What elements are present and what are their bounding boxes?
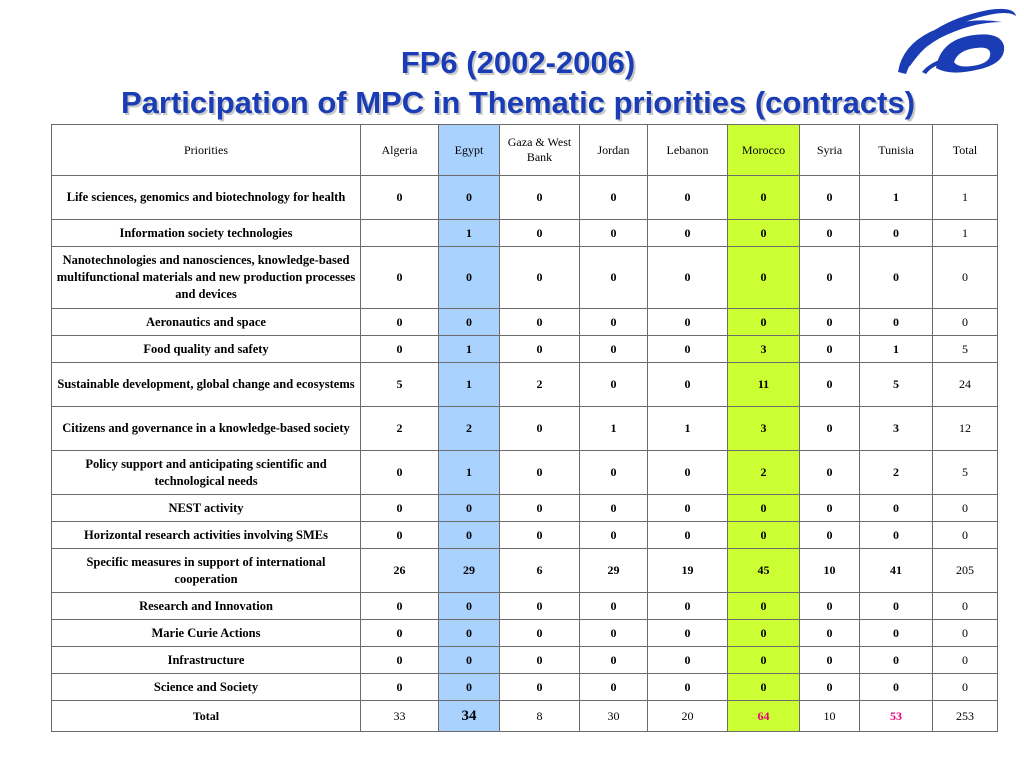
- value-cell: 0: [648, 220, 728, 247]
- value-cell: 3: [860, 407, 933, 451]
- value-cell: 0: [648, 363, 728, 407]
- value-cell: 30: [580, 701, 648, 732]
- value-cell: 0: [800, 451, 860, 495]
- value-cell: 0: [728, 647, 800, 674]
- table-row: [52, 522, 998, 549]
- value-cell: 0: [500, 495, 580, 522]
- value-cell: 0: [439, 522, 500, 549]
- value-cell: 3: [728, 407, 800, 451]
- value-cell: 0: [500, 309, 580, 336]
- value-cell: 0: [580, 522, 648, 549]
- value-cell: 205: [933, 549, 998, 593]
- value-cell: 0: [860, 309, 933, 336]
- value-cell: 0: [500, 407, 580, 451]
- value-cell: 0: [439, 647, 500, 674]
- value-cell: 10: [800, 701, 860, 732]
- value-cell: 0: [800, 363, 860, 407]
- value-cell: 0: [648, 647, 728, 674]
- value-cell: 0: [728, 220, 800, 247]
- value-cell: 19: [648, 549, 728, 593]
- table-row: [52, 407, 998, 451]
- value-cell: 0: [800, 620, 860, 647]
- value-cell: 0: [580, 247, 648, 309]
- page-title-line1: FP6 (2002-2006): [400, 45, 636, 80]
- table-row: [52, 309, 998, 336]
- value-cell: 0: [800, 247, 860, 309]
- value-cell: 24: [933, 363, 998, 407]
- value-cell: 2: [860, 451, 933, 495]
- value-cell: 2: [500, 363, 580, 407]
- column-header-total: Total: [933, 125, 998, 176]
- value-cell: 0: [361, 620, 439, 647]
- priority-label: Infrastructure: [52, 647, 361, 674]
- priority-label: Life sciences, genomics and biotechnology for health: [52, 176, 361, 220]
- value-cell: 0: [361, 647, 439, 674]
- value-cell: 0: [728, 247, 800, 309]
- value-cell: 0: [500, 220, 580, 247]
- value-cell: [361, 220, 439, 247]
- value-cell: 0: [500, 647, 580, 674]
- value-cell: 0: [500, 620, 580, 647]
- value-cell: 1: [439, 220, 500, 247]
- value-cell: 53: [860, 701, 933, 732]
- value-cell: 0: [800, 407, 860, 451]
- value-cell: 2: [361, 407, 439, 451]
- value-cell: 0: [800, 176, 860, 220]
- value-cell: 0: [860, 522, 933, 549]
- value-cell: 0: [800, 593, 860, 620]
- value-cell: 0: [933, 309, 998, 336]
- value-cell: 29: [580, 549, 648, 593]
- priority-label: Information society technologies: [52, 220, 361, 247]
- value-cell: 0: [860, 495, 933, 522]
- value-cell: 0: [500, 176, 580, 220]
- value-cell: 0: [728, 593, 800, 620]
- column-header-priorities: Priorities: [52, 125, 361, 176]
- value-cell: 0: [933, 647, 998, 674]
- total-label: Total: [52, 701, 361, 732]
- value-cell: 0: [800, 336, 860, 363]
- value-cell: 11: [728, 363, 800, 407]
- priority-label: Horizontal research activities involving SMEs: [52, 522, 361, 549]
- value-cell: 0: [580, 451, 648, 495]
- value-cell: 0: [361, 522, 439, 549]
- value-cell: 34: [439, 701, 500, 732]
- table-row: [52, 363, 998, 407]
- value-cell: 1: [860, 336, 933, 363]
- value-cell: 64: [728, 701, 800, 732]
- value-cell: 12: [933, 407, 998, 451]
- value-cell: 0: [439, 247, 500, 309]
- value-cell: 0: [439, 309, 500, 336]
- value-cell: 0: [500, 336, 580, 363]
- value-cell: 0: [439, 620, 500, 647]
- priority-label: Aeronautics and space: [52, 309, 361, 336]
- value-cell: 0: [439, 674, 500, 701]
- value-cell: 0: [500, 593, 580, 620]
- table-header-row: [52, 125, 998, 176]
- value-cell: 0: [648, 336, 728, 363]
- column-header-tunisia: Tunisia: [860, 125, 933, 176]
- value-cell: 20: [648, 701, 728, 732]
- value-cell: 0: [580, 495, 648, 522]
- value-cell: 5: [933, 336, 998, 363]
- value-cell: 0: [361, 593, 439, 620]
- value-cell: 0: [648, 495, 728, 522]
- priority-label: Nanotechnologies and nanosciences, knowledge-based multifunctional materials and new production processes and devices: [52, 247, 361, 309]
- value-cell: 0: [361, 674, 439, 701]
- column-header-syria: Syria: [800, 125, 860, 176]
- value-cell: 0: [580, 336, 648, 363]
- value-cell: 0: [500, 451, 580, 495]
- value-cell: 0: [800, 220, 860, 247]
- value-cell: 29: [439, 549, 500, 593]
- value-cell: 0: [361, 495, 439, 522]
- priority-label: Citizens and governance in a knowledge-based society: [52, 407, 361, 451]
- value-cell: 0: [933, 674, 998, 701]
- value-cell: 0: [933, 620, 998, 647]
- value-cell: 41: [860, 549, 933, 593]
- value-cell: 0: [860, 220, 933, 247]
- column-header-gaza: Gaza & West Bank: [500, 125, 580, 176]
- value-cell: 0: [439, 593, 500, 620]
- column-header-morocco: Morocco: [728, 125, 800, 176]
- value-cell: 0: [728, 176, 800, 220]
- value-cell: 253: [933, 701, 998, 732]
- value-cell: 0: [580, 220, 648, 247]
- value-cell: 10: [800, 549, 860, 593]
- table-row: [52, 620, 998, 647]
- priority-label: Marie Curie Actions: [52, 620, 361, 647]
- value-cell: 0: [728, 495, 800, 522]
- table-row: [52, 451, 998, 495]
- value-cell: 0: [648, 309, 728, 336]
- value-cell: 0: [860, 593, 933, 620]
- value-cell: 0: [860, 647, 933, 674]
- value-cell: 33: [361, 701, 439, 732]
- value-cell: 0: [648, 176, 728, 220]
- priority-label: NEST activity: [52, 495, 361, 522]
- table-row: [52, 647, 998, 674]
- value-cell: 1: [439, 451, 500, 495]
- priority-label: Policy support and anticipating scientific and technological needs: [52, 451, 361, 495]
- value-cell: 5: [860, 363, 933, 407]
- value-cell: 3: [728, 336, 800, 363]
- value-cell: 1: [648, 407, 728, 451]
- value-cell: 0: [728, 674, 800, 701]
- value-cell: 5: [361, 363, 439, 407]
- table-row: [52, 593, 998, 620]
- column-header-lebanon: Lebanon: [648, 125, 728, 176]
- value-cell: 0: [580, 363, 648, 407]
- priority-label: Science and Society: [52, 674, 361, 701]
- table-row: [52, 247, 998, 309]
- value-cell: 26: [361, 549, 439, 593]
- value-cell: 0: [800, 522, 860, 549]
- value-cell: 5: [933, 451, 998, 495]
- value-cell: 8: [500, 701, 580, 732]
- value-cell: 0: [800, 647, 860, 674]
- value-cell: 0: [800, 674, 860, 701]
- value-cell: 0: [800, 309, 860, 336]
- column-header-algeria: Algeria: [361, 125, 439, 176]
- value-cell: 0: [439, 495, 500, 522]
- value-cell: 0: [800, 495, 860, 522]
- value-cell: 0: [648, 674, 728, 701]
- table-row: [52, 674, 998, 701]
- participation-table: [51, 124, 998, 732]
- priority-label: Specific measures in support of international cooperation: [52, 549, 361, 593]
- table-row: [52, 176, 998, 220]
- value-cell: 6: [500, 549, 580, 593]
- value-cell: 0: [728, 620, 800, 647]
- priority-label: Food quality and safety: [52, 336, 361, 363]
- value-cell: 0: [580, 309, 648, 336]
- value-cell: 0: [728, 522, 800, 549]
- value-cell: 1: [439, 363, 500, 407]
- value-cell: 0: [439, 176, 500, 220]
- value-cell: 0: [728, 309, 800, 336]
- value-cell: 0: [933, 247, 998, 309]
- value-cell: 0: [580, 176, 648, 220]
- value-cell: 0: [648, 593, 728, 620]
- value-cell: 2: [439, 407, 500, 451]
- value-cell: 0: [580, 647, 648, 674]
- value-cell: 0: [361, 247, 439, 309]
- table-row: [52, 549, 998, 593]
- value-cell: 0: [580, 674, 648, 701]
- page-title-line2: Participation of MPC in Thematic priorities (contracts): [120, 85, 916, 120]
- value-cell: 0: [500, 674, 580, 701]
- table-row: [52, 220, 998, 247]
- value-cell: 0: [500, 247, 580, 309]
- table-row: [52, 495, 998, 522]
- value-cell: 0: [580, 620, 648, 647]
- value-cell: 0: [933, 522, 998, 549]
- value-cell: 0: [933, 495, 998, 522]
- value-cell: 0: [361, 336, 439, 363]
- value-cell: 0: [361, 176, 439, 220]
- value-cell: 1: [580, 407, 648, 451]
- total-row: [52, 701, 998, 732]
- value-cell: 0: [648, 522, 728, 549]
- priority-label: Research and Innovation: [52, 593, 361, 620]
- value-cell: 0: [933, 593, 998, 620]
- column-header-jordan: Jordan: [580, 125, 648, 176]
- value-cell: 1: [933, 176, 998, 220]
- value-cell: 0: [860, 620, 933, 647]
- value-cell: 2: [728, 451, 800, 495]
- value-cell: 0: [361, 309, 439, 336]
- value-cell: 1: [860, 176, 933, 220]
- value-cell: 45: [728, 549, 800, 593]
- priority-label: Sustainable development, global change and ecosystems: [52, 363, 361, 407]
- value-cell: 0: [648, 247, 728, 309]
- value-cell: 1: [439, 336, 500, 363]
- value-cell: 1: [933, 220, 998, 247]
- value-cell: 0: [500, 522, 580, 549]
- column-header-egypt: Egypt: [439, 125, 500, 176]
- value-cell: 0: [860, 674, 933, 701]
- value-cell: 0: [580, 593, 648, 620]
- value-cell: 0: [361, 451, 439, 495]
- table-row: [52, 336, 998, 363]
- value-cell: 0: [648, 620, 728, 647]
- value-cell: 0: [648, 451, 728, 495]
- value-cell: 0: [860, 247, 933, 309]
